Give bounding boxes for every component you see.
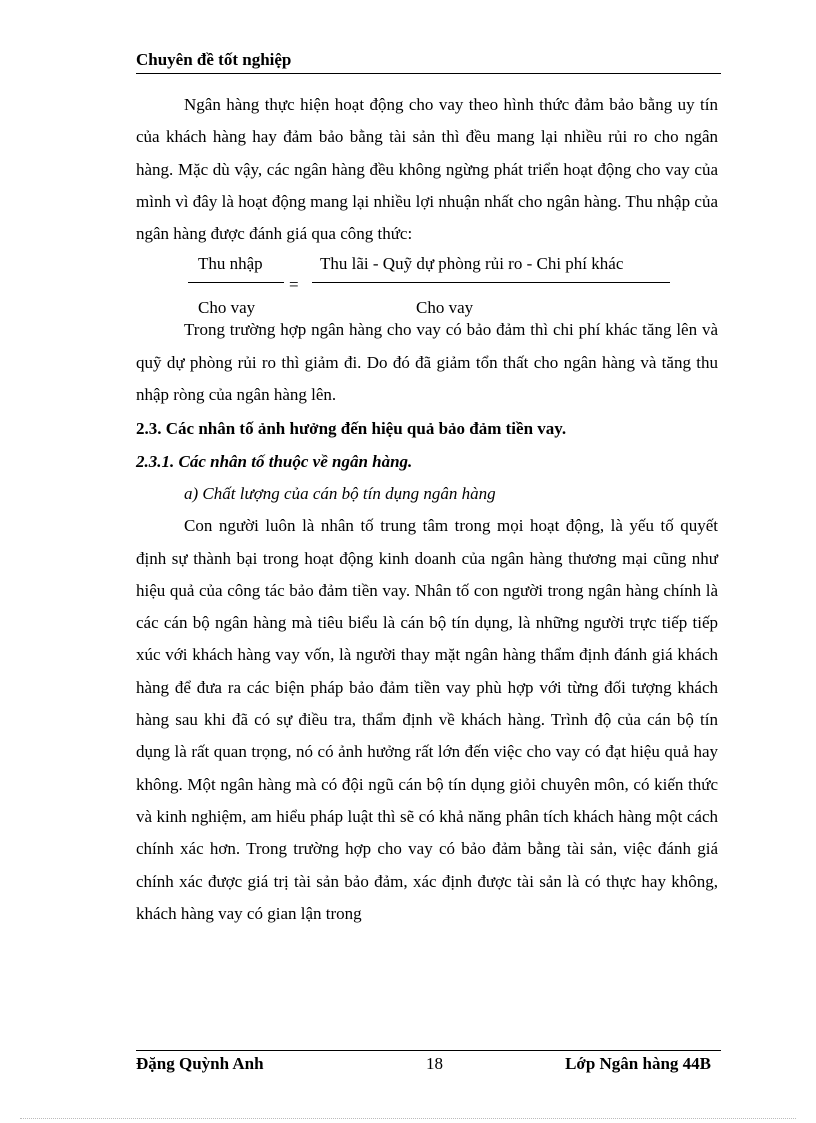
- footer-page-number: 18: [426, 1054, 443, 1073]
- section-heading-2-3: 2.3. Các nhân tố ảnh hưởng đến hiệu quả bảo đảm tiền vay.: [136, 419, 567, 439]
- formula-left-denominator: Cho vay: [198, 298, 256, 318]
- paragraph-secured-loan: Trong trường hợp ngân hàng cho vay có bảo đảm thì chi phí khác tăng lên và quỹ dự phòng rủi ro thì giảm đi. Do đó đã giảm tổn thất cho ngân hàng và tăng thu nhập ròng của ngân hàng lên.: [136, 320, 718, 405]
- document-body: [136, 89, 718, 930]
- footer-author: Đặng Quỳnh Anh: [136, 1054, 264, 1073]
- formula-left-fraction-bar: [188, 282, 284, 283]
- formula-right-numerator: Thu lãi - Quỹ dự phòng rủi ro - Chi phí khác: [320, 254, 624, 274]
- section-heading-2-3-1: 2.3.1. Các nhân tố thuộc về ngân hàng.: [136, 451, 413, 471]
- footer-class-name: Lớp Ngân hàng 44B: [565, 1054, 711, 1073]
- page-header: [136, 50, 721, 74]
- subsection-a-heading: a) Chất lượng của cán bộ tín dụng ngân hàng: [184, 483, 496, 503]
- header-title: Chuyên đề tốt nghiệp: [136, 50, 292, 69]
- formula-right-fraction-bar: [312, 282, 670, 283]
- page-break-divider: [20, 1118, 796, 1119]
- footer-divider: [136, 1050, 721, 1051]
- paragraph-intro: Ngân hàng thực hiện hoạt động cho vay theo hình thức đảm bảo bằng uy tín của khách hàng hay đảm bảo bằng tài sản thì đều mang lại nhiều rủi ro cho ngân hàng. Mặc dù vậy, các ngân hàng đều không ngừng phát triển hoạt động cho vay của mình vì đây là hoạt động mang lại nhiều lợi nhuận nhất cho ngân hàng. Thu nhập của ngân hàng được đánh giá qua công thức:: [136, 95, 718, 244]
- page-footer: [136, 1054, 721, 1076]
- formula-left-numerator: Thu nhập: [198, 254, 263, 274]
- formula-equals-sign: =: [289, 275, 299, 295]
- income-formula: [136, 254, 718, 318]
- paragraph-human-factor: Con người luôn là nhân tố trung tâm trong mọi hoạt động, là yếu tố quyết định sự thành bại trong hoạt động kinh doanh của ngân hàng thương mại cũng như hiệu quả của công tác bảo đảm tiền vay. Nhân tố con người trong ngân hàng chính là các cán bộ ngân hàng mà tiêu biểu là cán bộ tín dụng, là những người trực tiếp tiếp xúc với khách hàng vay vốn, là người thay mặt ngân hàng thẩm định đánh giá khách hàng để đưa ra các biện pháp bảo đảm tiền vay phù hợp với từng đối tượng khách hàng sau khi đã có sự điều tra, thẩm định về khách hàng. Trình độ của cán bộ tín dụng là rất quan trọng, nó có ảnh hưởng rất lớn đến việc cho vay có đạt hiệu quả hay không. Một ngân hàng mà có đội ngũ cán bộ tín dụng giỏi chuyên môn, có kiến thức và kinh nghiệm, am hiểu pháp luật thì sẽ có khả năng phân tích khách hàng một cách chính xác hơn. Trong trường hợp cho vay có bảo đảm bằng tài sản, việc đánh giá chính xác được giá trị tài sản bảo đảm, xác định được tài sản là có thực hay không, khách hàng vay có gian lận trong: [136, 516, 718, 923]
- formula-right-denominator: Cho vay: [416, 298, 474, 318]
